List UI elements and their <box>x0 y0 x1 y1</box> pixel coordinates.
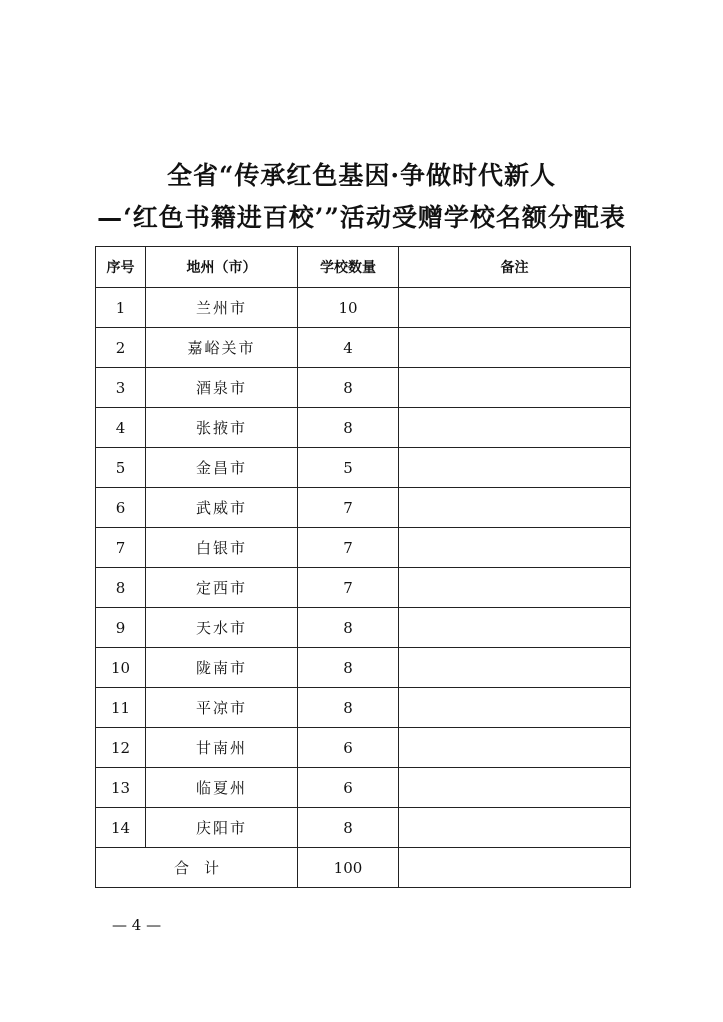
page-number: — 4 — <box>112 916 162 934</box>
row-region: 张掖市 <box>146 408 298 448</box>
table-row <box>96 688 631 728</box>
row-serial: 8 <box>96 568 146 608</box>
row-school-count: 8 <box>298 688 399 728</box>
row-region: 甘南州 <box>146 728 298 768</box>
row-serial: 4 <box>96 408 146 448</box>
document-title-line2: —‘红色书籍进百校’”活动受赠学校名额分配表 <box>97 203 626 232</box>
row-serial: 12 <box>96 728 146 768</box>
row-remarks <box>399 768 631 808</box>
row-serial: 5 <box>96 448 146 488</box>
row-school-count: 6 <box>298 728 399 768</box>
row-region: 金昌市 <box>146 448 298 488</box>
allocation-table <box>95 246 631 888</box>
row-region: 临夏州 <box>146 768 298 808</box>
table-row <box>96 728 631 768</box>
row-remarks <box>399 448 631 488</box>
header-region: 地州（市） <box>146 247 298 288</box>
row-school-count: 10 <box>298 288 399 328</box>
row-serial: 10 <box>96 648 146 688</box>
header-school-count: 学校数量 <box>298 247 399 288</box>
row-region: 白银市 <box>146 528 298 568</box>
row-serial: 1 <box>96 288 146 328</box>
table-row <box>96 768 631 808</box>
row-remarks <box>399 568 631 608</box>
row-remarks <box>399 288 631 328</box>
row-school-count: 7 <box>298 528 399 568</box>
row-school-count: 7 <box>298 568 399 608</box>
table-row <box>96 648 631 688</box>
total-row <box>96 848 631 888</box>
table-row <box>96 808 631 848</box>
row-school-count: 4 <box>298 328 399 368</box>
row-region: 兰州市 <box>146 288 298 328</box>
table-row <box>96 568 631 608</box>
row-serial: 11 <box>96 688 146 728</box>
row-serial: 7 <box>96 528 146 568</box>
row-serial: 3 <box>96 368 146 408</box>
table-header-row <box>96 247 631 288</box>
row-region: 平凉市 <box>146 688 298 728</box>
row-remarks <box>399 808 631 848</box>
total-label: 合 计 <box>96 848 298 888</box>
row-region: 嘉峪关市 <box>146 328 298 368</box>
row-serial: 6 <box>96 488 146 528</box>
row-remarks <box>399 328 631 368</box>
row-school-count: 5 <box>298 448 399 488</box>
table-row <box>96 408 631 448</box>
row-serial: 14 <box>96 808 146 848</box>
total-value: 100 <box>298 848 399 888</box>
row-school-count: 8 <box>298 648 399 688</box>
row-region: 定西市 <box>146 568 298 608</box>
table-row <box>96 368 631 408</box>
row-remarks <box>399 368 631 408</box>
row-region: 天水市 <box>146 608 298 648</box>
row-school-count: 7 <box>298 488 399 528</box>
row-serial: 9 <box>96 608 146 648</box>
table-row <box>96 528 631 568</box>
row-region: 庆阳市 <box>146 808 298 848</box>
row-school-count: 8 <box>298 368 399 408</box>
table-row <box>96 608 631 648</box>
row-school-count: 6 <box>298 768 399 808</box>
table-row <box>96 448 631 488</box>
row-remarks <box>399 608 631 648</box>
row-remarks <box>399 728 631 768</box>
row-region: 武威市 <box>146 488 298 528</box>
row-region: 酒泉市 <box>146 368 298 408</box>
table-row <box>96 288 631 328</box>
header-serial: 序号 <box>96 247 146 288</box>
document-title-line1: 全省“传承红色基因·争做时代新人 <box>166 161 557 190</box>
row-remarks <box>399 688 631 728</box>
row-serial: 2 <box>96 328 146 368</box>
row-remarks <box>399 408 631 448</box>
header-remarks: 备注 <box>399 247 631 288</box>
row-remarks <box>399 528 631 568</box>
row-school-count: 8 <box>298 608 399 648</box>
row-school-count: 8 <box>298 808 399 848</box>
row-remarks <box>399 488 631 528</box>
row-school-count: 8 <box>298 408 399 448</box>
table-row <box>96 328 631 368</box>
table-row <box>96 488 631 528</box>
total-note <box>399 848 631 888</box>
row-remarks <box>399 648 631 688</box>
row-serial: 13 <box>96 768 146 808</box>
row-region: 陇南市 <box>146 648 298 688</box>
